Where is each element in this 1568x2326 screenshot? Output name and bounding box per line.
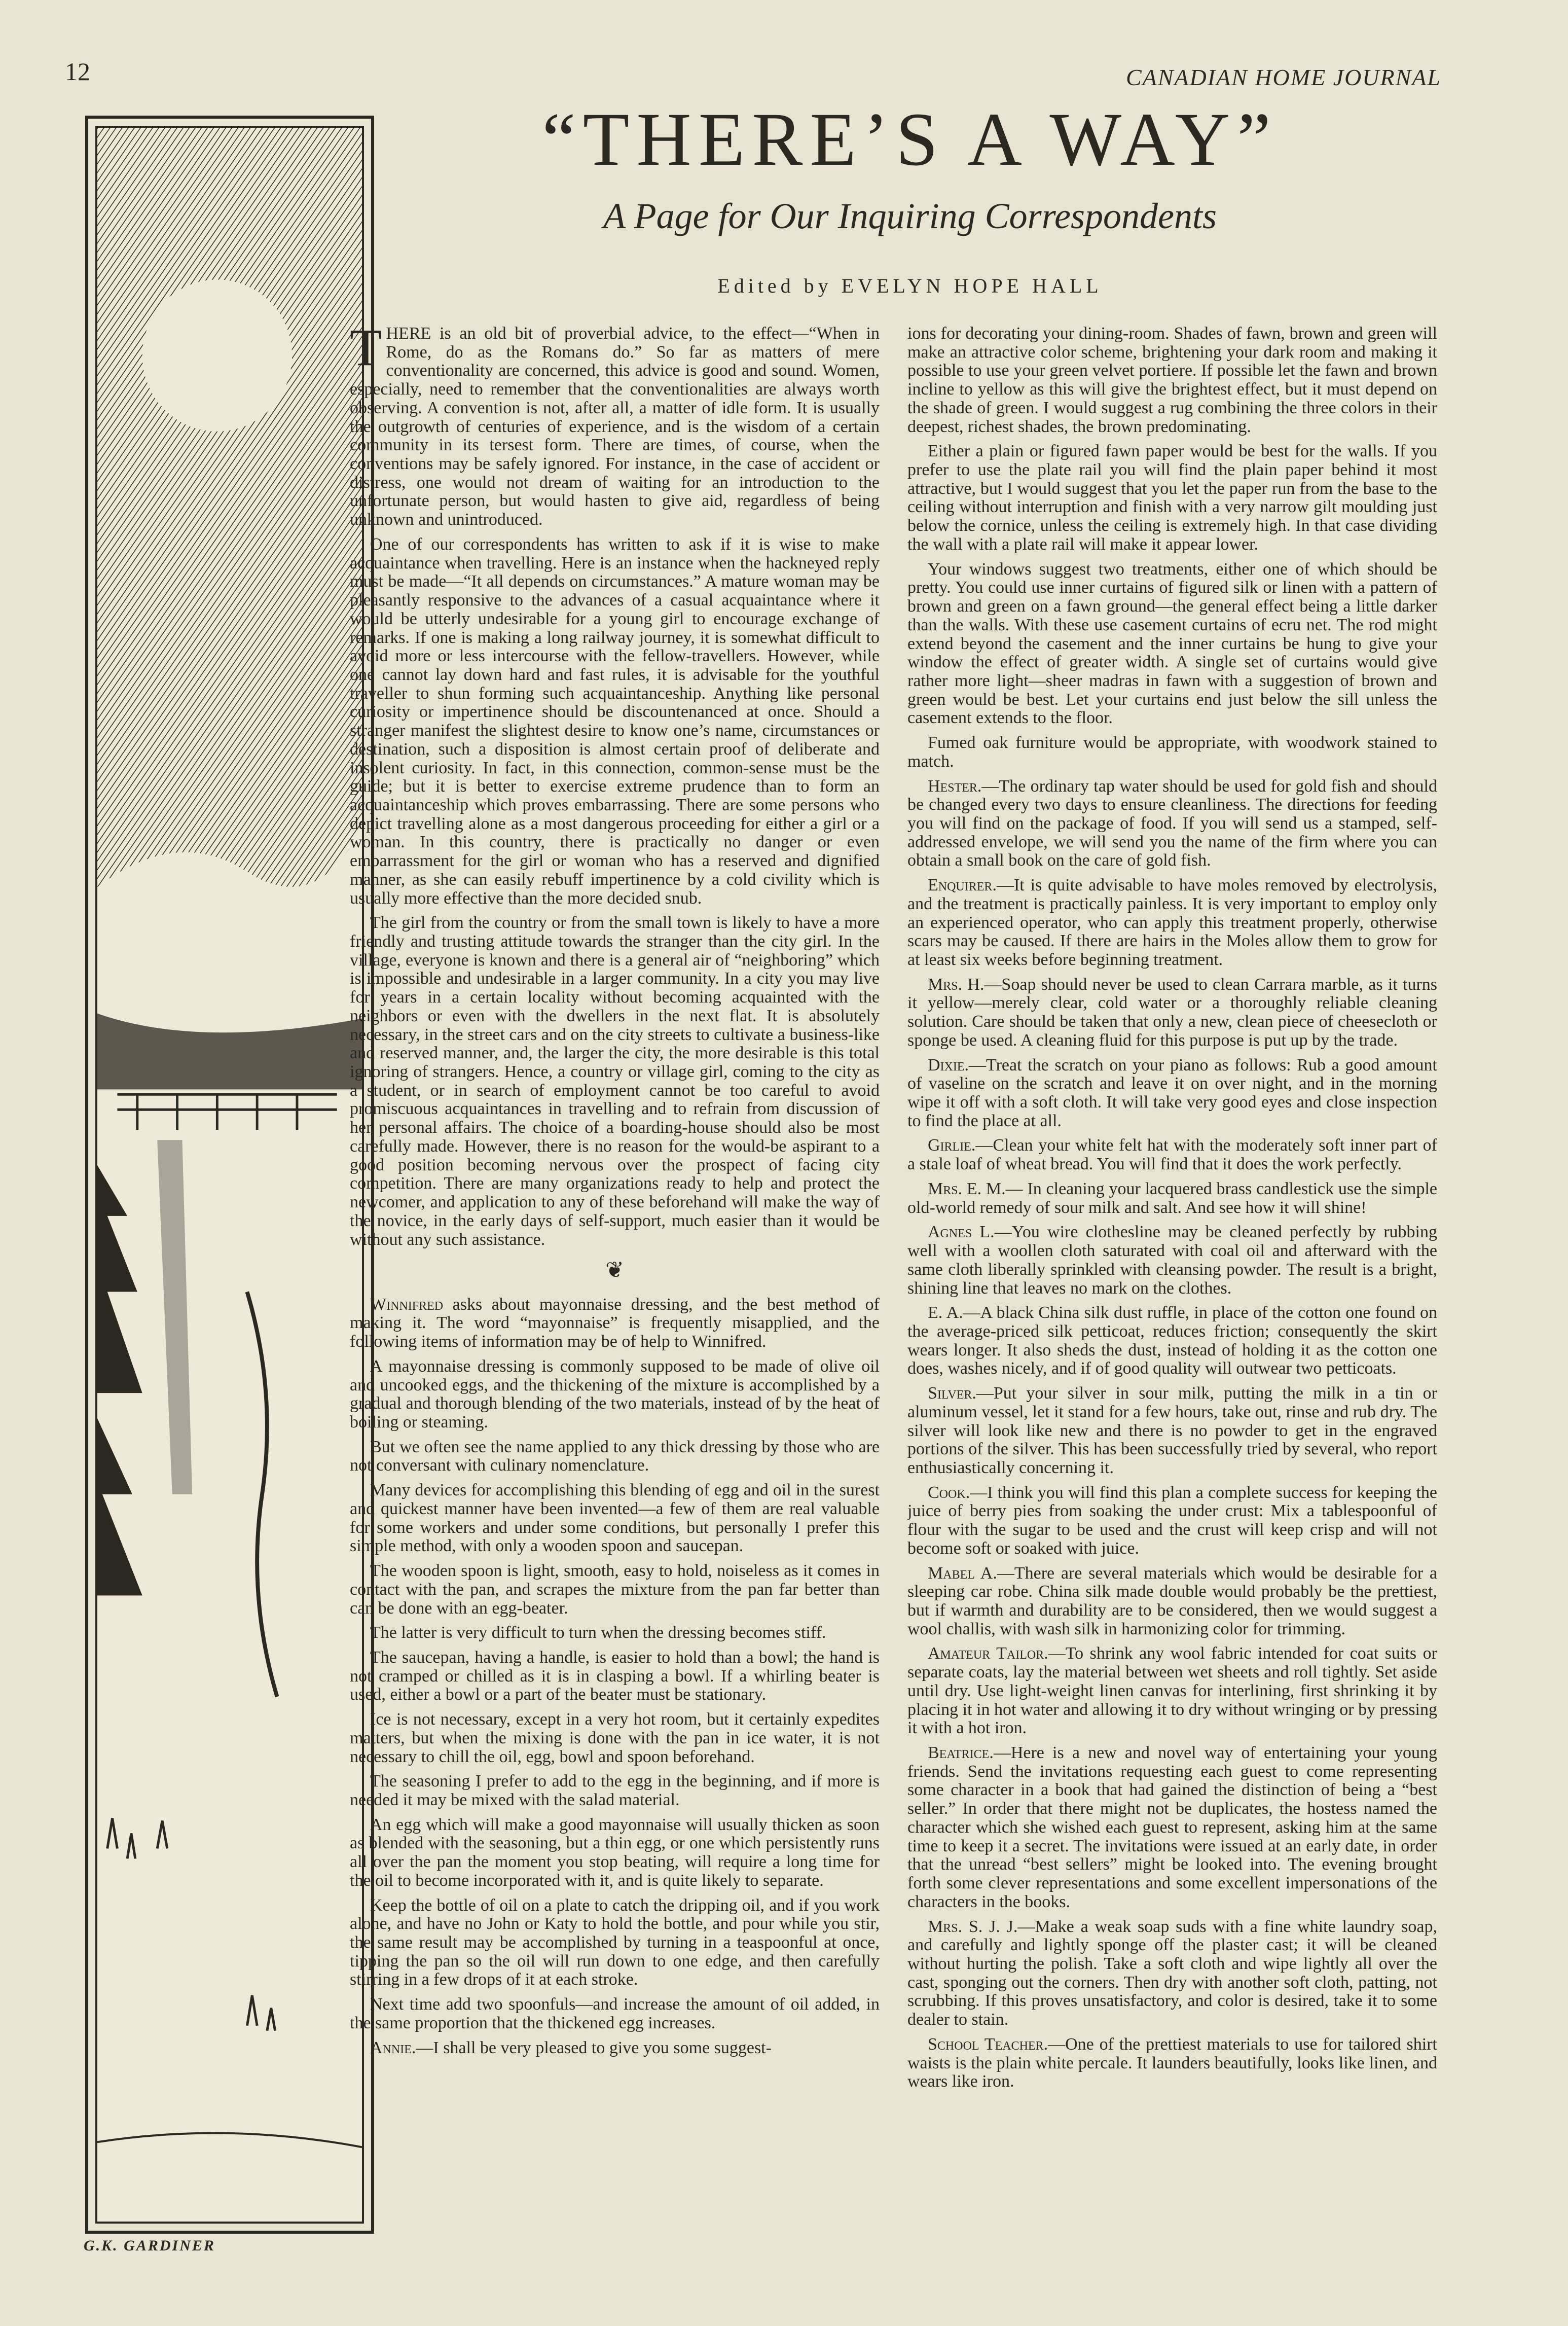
sky-hatching	[97, 128, 362, 988]
body-paragraph: But we often see the name applied to any thick dressing by those who are not conversant with culinary nomenclature.	[350, 1437, 880, 1475]
answer-text: —There are several materials which would be desirable for a sleeping car robe. China silk made double would probably be the prettiest, but if warmth and durability are to be considered, then we would suggest a wool challis, with wash silk in harmonizing color for trimming.	[907, 1563, 1437, 1638]
illustration-panel	[85, 116, 374, 2234]
correspondent-name: Amateur Tailor	[928, 1644, 1044, 1663]
answer-paragraph	[907, 1223, 1437, 1298]
correspondent-name: Annie	[370, 2038, 412, 2057]
answer-paragraph	[907, 1056, 1437, 1131]
answers-list	[907, 777, 1437, 2091]
answer-paragraph	[907, 1304, 1437, 1378]
answer-text: .—Clean your white felt hat with the moderately soft inner part of a stale loaf of wheat bread. You will find that it does the work perfectly.	[907, 1136, 1437, 1174]
body-paragraph: Many devices for accomplishing this blending of egg and oil in the surest and quickest manner have been invented—a few of them are real valuable for some workers and under some conditions, but personally I prefer this simple method, with only a wooden spoon and saucepan.	[350, 1481, 880, 1556]
tall-grass	[107, 1818, 275, 2031]
answer-paragraph	[907, 1744, 1437, 1911]
answer-text: .—Treat the scratch on your piano as follows: Rub a good amount of vaseline on the scratch and leave it on over night, and in the morning wipe it off with a soft cloth. It will take very good eyes and close inspection to find the place at all.	[907, 1055, 1437, 1130]
body-paragraph: ions for decorating your dining-room. Shades of fawn, brown and green will make an attractive color scheme, brightening your dark room and making it possible to use your green velvet portiere. If possible let the fawn and brown incline to yellow as this will give the brightest effect, but it must depend on the shade of green. I would suggest a rug combining the three colors in their deepest, richest shades, the brown predominating.	[907, 325, 1437, 436]
correspondent-name: Mrs. S. J. J.	[928, 1917, 1018, 1936]
landscape-illustration	[95, 126, 364, 2224]
body-paragraph: The latter is very difficult to turn when the dressing becomes stiff.	[370, 1623, 826, 1642]
body-paragraph: Either a plain or figured fawn paper would be best for the walls. If you prefer to use the plate rail you will find the plain paper behind it most attractive, but I would suggest that you let the paper run from the base to the ceiling without interruption and finish with a very narrow gilt moulding just below the cornice, unless the ceiling is extremely high. In that case dividing the wall with a plate rail will make it appear lower.	[907, 442, 1437, 554]
bridge-drawing	[117, 1094, 337, 1130]
answer-paragraph	[907, 876, 1437, 970]
answer-text: .—It is quite advisable to have moles removed by electrolysis, and the treatment is practically painless. It is very important to employ only an experienced operator, who can apply this treatment properly, otherwise scars may be caused. If there are hairs in the Moles allow them to grow for at least six weeks before beginning treatment.	[907, 876, 1437, 969]
body-paragraph: Next time add two spoonfuls—and increase the amount of oil added, in the same proportion that the thickened egg increases.	[350, 1995, 880, 2032]
body-paragraph: Keep the bottle of oil on a plate to catch the dripping oil, and if you work alone, and have no John or Katy to hold the bottle, and pour while you stir, the same result may be accomplished by turning in a teaspoonful at once, tipping the pan so the oil will run down to one edge, and then carefully stirring in a few drops of it at each stroke.	[350, 1895, 880, 1989]
correspondent-name: Dixie	[928, 1055, 965, 1075]
body-paragraph: A mayonnaise dressing is commonly supposed to be made of olive oil and uncooked eggs, and the thickening of the mixture is accomplished by a gradual and thorough blending of the two materials, instead of by the heat of boiling or steaming.	[350, 1356, 880, 1432]
answer-text: .—Put your silver in sour milk, putting the milk in a tin or aluminum vessel, let it stand for a few hours, take out, rinse and rub dry. The silver will look like new and there is no powder to get in the engraved portions of the silver. This has been successfully tried by several, who report enthusiastically concerning it.	[907, 1384, 1437, 1477]
hillside	[97, 1014, 362, 1090]
answer-text: .—The ordinary tap water should be used for gold fish and should be changed every two days to ensure cleanliness. The directions for feeding you will find on the package of food. If you will send us a stamped, self-addressed envelope, we will send you the name of the firm where you can obtain a small book on the care of gold fish.	[907, 776, 1437, 870]
answer-text: — In cleaning your lacquered brass candlestick use the simple old-world remedy of sour milk and salt. And see how it will shine!	[907, 1179, 1437, 1217]
answer-text: .—One of the prettiest materials to use for tailored shirt waists is the plain white percale. It launders beautifully, looks like linen, and wears like iron.	[907, 2034, 1437, 2091]
left-column	[350, 325, 880, 2292]
body-paragraph: Ice is not necessary, except in a very hot room, but it certainly expedites matters, but when the mixing is done with the pan in ice water, it is not necessary to chill the oil, egg, bowl and spoon beforehand.	[350, 1710, 880, 1766]
correspondent-name: Winnifred	[370, 1295, 444, 1314]
answer-paragraph	[907, 2035, 1437, 2091]
answer-paragraph	[907, 777, 1437, 871]
journal-name: CANADIAN HOME JOURNAL	[1125, 64, 1441, 90]
correspondent-name: Mrs. H.	[928, 975, 984, 994]
intro-paragraph: THERE is an old bit of proverbial advice, to the effect—“When in Rome, do as the Romans do.” So far as matters of mere conventionality are concerned, this advice is good and sound. Women, especially, need to remember that the conventionalities are always worth observing. A convention is not, after all, a matter of idle form. It is usually the outgrowth of centuries of experience, and is the wisdom of a certain community in its tersest form. There are times, of course, when the conventions may be safely ignored. For instance, in the case of accident or distress, one would not dream of waiting for an introduction to the unfortunate person, but would hasten to give aid, regardless of being unknown and unintroduced.	[350, 325, 880, 529]
answer-text: .—I think you will find this plan a complete success for keeping the juice of berry pies from soaking the under crust: Mix a tablespoonful of flour with the sugar to be used and the crust will keep crisp and will not become soft or soaked with juice.	[907, 1483, 1437, 1558]
body-paragraph: The girl from the country or from the small town is likely to have a more friendly and trusting attitude towards the stranger than the city girl. In the village, everyone is known and there is a general air of “neighboring” which is impossible and undesirable in a larger community. In a city you may live for years in a certain locality without becoming acquainted with the neighbors or even with the dwellers in the next flat. It is absolutely necessary, in the street cars and on the city streets to cultivate a business-like and reserved manner, and, the larger the city, the more desirable is this total ignoring of strangers. Hence, a country or village girl, coming to the city as a student, or in search of employment cannot be too careful to avoid promiscuous acquaintances in travelling and to refrain from discussion of her personal affairs. The choice of a boarding-house should also be most carefully made. However, there is no reason for the would-be aspirant to a good position becoming nervous over the prospect of facing city competition. There are many organizations ready to help and protect the newcomer, and application to any of these beforehand will make the way of the novice, in the early days of self-support, much easier than it would be without any such assistance.	[350, 913, 880, 1249]
answer-text: —A black China silk dust ruffle, in place of the cotton one found on the average-priced silk petticoat, reduces friction; consequently the skirt wears longer. It also sheds the dust, instead of holding it as the cotton one does, washes nicely, and if of good quality will outwear two petticoats.	[907, 1303, 1437, 1378]
rocky-slope	[247, 1292, 277, 1697]
correspondent-name: Girlie	[928, 1136, 971, 1155]
correspondent-name: Silver	[928, 1384, 972, 1403]
answer-text: —Soap should never be used to clean Carrara marble, as it turns it yellow—merely clear, cold water or a thoroughly reliable cleaning solution. Care should be taken that only a new, clean piece of cheesecloth or sponge be used. A cleaning fluid for this purpose is put up by the trade.	[907, 975, 1437, 1050]
pine-trees	[97, 1165, 142, 1595]
correspondent-name: Mabel A.	[928, 1563, 997, 1583]
answer-paragraph	[907, 1484, 1437, 1558]
answer-paragraph	[907, 1644, 1437, 1738]
correspondent-name: School Teacher	[928, 2034, 1044, 2054]
answer-paragraph	[907, 1136, 1437, 1173]
correspondent-name: Agnes L.	[928, 1223, 995, 1242]
sun-icon	[142, 279, 292, 431]
letter-paragraph: Winnifred asks about mayonnaise dressing, and the best method of making it. The word “mayonnaise” is frequently misapplied, and the following items of information may be of help to Winnifred.	[350, 1295, 880, 1351]
body-paragraph: One of our correspondents has written to ask if it is wise to make acquaintance when travelling. Here is an instance when the hackneyed reply must be made—“It all depends on circumstances.” A mature woman may be pleasantly responsive to the advances of a casual acquaintance where it would be utterly undesirable for a young girl to encourage exchange of remarks. If one is making a long railway journey, it is somewhat difficult to avoid more or less intercourse with the fellow-travellers. However, while one cannot lay down hard and fast rules, it is advisable for the youthful traveller to shun forming such acquaintanceship. Anything like personal curiosity or impertinence should be discountenanced at once. Should a stranger manifest the slightest desire to know one’s name, circumstances or destination, such a disposition is almost certain proof of deliberate and insolent curiosity. In fact, in this connection, common-sense must be the guide; but it is better to exercise extreme prudence than to form an acquaintanceship which proves embarrassing. There are some persons who depict travelling alone as a most dangerous proceeding for either a girl or a woman. In this country, there is practically no danger or even embarrassment for the girl or woman who has a reserved and dignified manner, as she can easily rebuff impertinence by a cold civility which is usually more effective than the more decided snub.	[350, 534, 880, 908]
correspondent-name: Enquirer	[928, 876, 993, 895]
answer-text: —You wire clothesline may be cleaned perfectly by rubbing well with a woollen cloth saturated with coal oil and afterward with the same cloth liberally sprinkled with cleansing powder. The result is a bright, shining line that leaves no mark on the clothes.	[907, 1223, 1437, 1298]
answer-paragraph	[907, 1918, 1437, 2029]
subtitle: A Page for Our Inquiring Correspondents	[603, 196, 1217, 236]
answer-text: .—To shrink any wool fabric intended for coat suits or separate coats, lay the material between wet sheets and roll tightly. Set aside until dry. Use light-weight linen canvas for interlining, first shrinking it by placing it in hot water and allowing it to dry without wringing or by pressing it with a hot iron.	[907, 1644, 1437, 1738]
answer-text: —Make a weak soap suds with a fine white laundry soap, and carefully and lightly sponge off the plaster cast; it will be cleaned without hurting the polish. Take a soft cloth and wipe lightly all over the cast, sponging out the corners. Then dry with another soft cloth, patting, not scrubbing. If this proves unsatisfactory, and color is desired, take it to some dealer to stain.	[907, 1917, 1437, 2029]
ground-line	[97, 2133, 362, 2148]
headline: “THERE’S A WAY”	[542, 97, 1278, 182]
page-number: 12	[65, 57, 90, 86]
letter-paragraph: Annie.—I shall be very pleased to give you some suggest-	[370, 2038, 772, 2057]
answer-paragraph	[907, 1180, 1437, 1217]
body-paragraph: The saucepan, having a handle, is easier to hold than a bowl; the hand is not cramped or chilled as it is in clasping a bowl. If a whirling beater is used, either a bowl or a part of the beater must be stationary.	[350, 1648, 880, 1704]
editor-credit: Edited by EVELYN HOPE HALL	[717, 274, 1103, 297]
correspondent-name: Cook	[928, 1483, 966, 1502]
drop-cap: T	[350, 325, 382, 377]
correspondent-name: Mrs. E. M.	[928, 1179, 1006, 1198]
correspondent-name: Beatrice	[928, 1743, 990, 1763]
body-paragraph: An egg which will make a good mayonnaise will usually thicken as soon as blended with the seasoning, but a thin egg, or one which persistently runs all over the pan the moment you stop beating, will require a long time for the oil to become incorporated with it, and is quite likely to separate.	[350, 1815, 880, 1890]
right-column	[907, 325, 1437, 2292]
answer-paragraph	[907, 976, 1437, 1050]
answer-paragraph	[907, 1384, 1437, 1478]
body-paragraph: The wooden spoon is light, smooth, easy to hold, noiseless as it comes in contact with the pan, and scrapes the mixture from the pan far better than can be done with an egg-beater.	[350, 1561, 880, 1618]
body-paragraph: The seasoning I prefer to add to the egg in the beginning, and if more is needed it may be mixed with the salad material.	[350, 1772, 880, 1809]
answer-paragraph	[907, 1564, 1437, 1639]
correspondent-name: Hester	[928, 776, 977, 796]
correspondent-name: E. A.	[928, 1303, 963, 1322]
artist-signature: G.K. GARDINER	[84, 2237, 215, 2254]
body-paragraph: Fumed oak furniture would be appropriate, with woodwork stained to match.	[907, 733, 1437, 771]
answer-text: .—Here is a new and novel way of entertaining your young friends. Send the invitations requesting each guest to come representing some character in a book that had gained the distinction of being a “best seller.” In order that there might not be duplicates, the hostess named the character which she wished each guest to represent, asking him at the same time to keep it a secret. The invitations were issued at an early date, in order that the unread “best sellers” might be looked into. The evening brought forth some clever representations and some excellent impersonations of the characters in the books.	[907, 1743, 1437, 1911]
body-paragraph: Your windows suggest two treatments, either one of which should be pretty. You could use inner curtains of figured silk or linen with a pattern of brown and green on a fawn ground—the general effect being a little darker than the walls. With these use casement curtains of ecru net. The rod might extend beyond the casement and the inner curtains be hung to give your window the effect of greater width. A single set of curtains would give rather more light—sheer madras in fawn with a suggestion of brown and green would be best. Let your curtains end just below the sill unless the casement extends to the floor.	[907, 559, 1437, 728]
leaf-ornament-icon: ❦	[605, 1258, 624, 1283]
waterfall	[157, 1140, 192, 1494]
